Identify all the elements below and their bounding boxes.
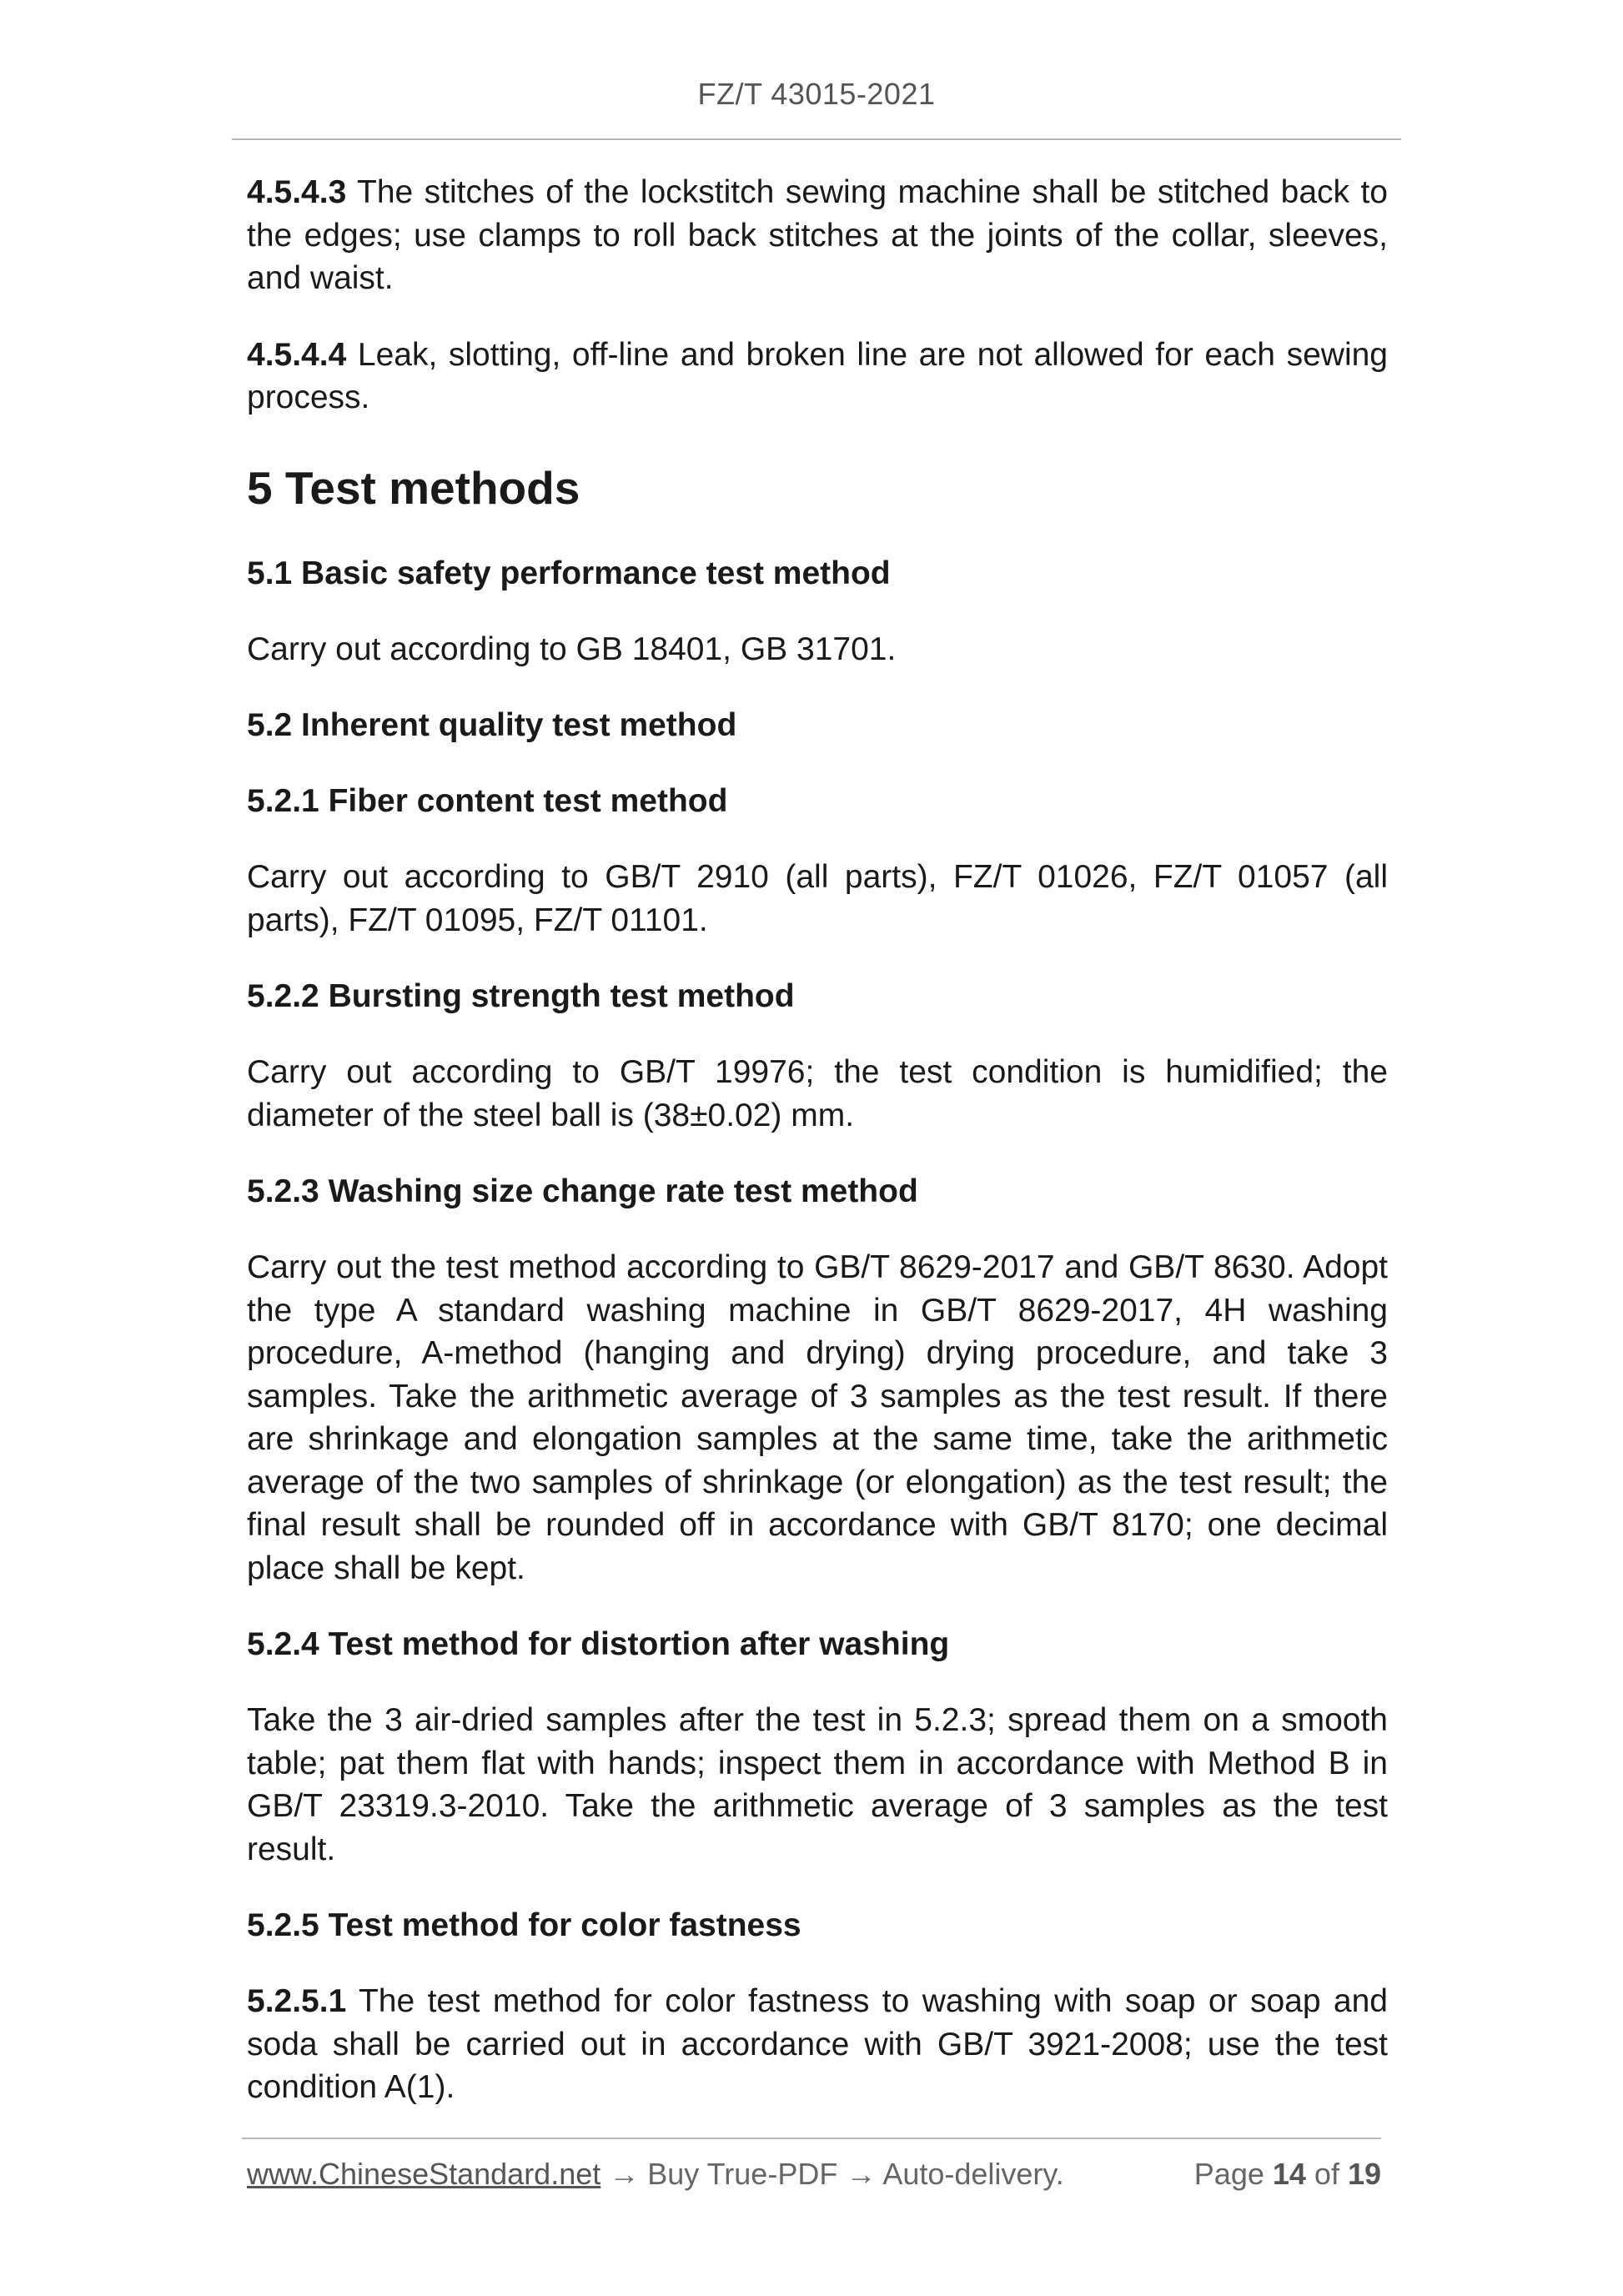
- footer-promo: [247, 2157, 1064, 2192]
- clause-number: 4.5.4.3: [247, 174, 347, 210]
- paragraph-5-2-2: Carry out according to GB/T 19976; the test condition is humidified; the diameter of the steel ball is (38±0.02) mm.: [247, 1054, 1388, 1133]
- clause-number: 4.5.4.4: [247, 336, 347, 373]
- page-footer: [247, 2157, 1381, 2192]
- clause-number: 5.2.5.1: [247, 1983, 347, 2019]
- clause-4-5-4-4: [247, 334, 1388, 420]
- website-link[interactable]: www.ChineseStandard.net: [247, 2157, 601, 2191]
- clause-4-5-4-3: [247, 171, 1388, 300]
- section-heading-5: 5 Test methods: [247, 461, 580, 514]
- page-total: 19: [1347, 2157, 1381, 2191]
- footer-divider: [242, 2138, 1381, 2139]
- heading-5-2-5: 5.2.5 Test method for color fastness: [247, 1907, 801, 1943]
- header-divider: [232, 138, 1401, 140]
- document-body: [247, 171, 1388, 2143]
- heading-5-2-2: 5.2.2 Bursting strength test method: [247, 978, 795, 1014]
- paragraph-5-1: Carry out according to GB 18401, GB 31701.: [247, 631, 897, 667]
- paragraph-5-2-3: Carry out the test method according to GB/T 8629-2017 and GB/T 8630. Adopt the type A standard washing machine in GB/T 8629-2017, 4H washing procedure, A-method (hanging and drying) drying procedure, and take 3 samples. Take the arithmetic average of 3 samples as the test result. If there are shrinkage and elongation samples at the same time, take the arithmetic average of the two samples of shrinkage (or elongation) as the test result; the final result shall be rounded off in accordance with GB/T 8170; one decimal place shall be kept.: [247, 1249, 1388, 1586]
- heading-5-1: 5.1 Basic safety performance test method: [247, 555, 891, 591]
- paragraph-5-2-1: Carry out according to GB/T 2910 (all parts), FZ/T 01026, FZ/T 01057 (all parts), FZ/T 01095, FZ/T 01101.: [247, 859, 1388, 938]
- page-label: Page: [1193, 2157, 1273, 2191]
- clause-text: The stitches of the lockstitch sewing machine shall be stitched back to the edges; use clamps to roll back stitches at the joints of the collar, sleeves, and waist.: [247, 174, 1388, 296]
- of-label: of: [1305, 2157, 1348, 2191]
- promo-text: → Buy True-PDF → Auto-delivery.: [600, 2157, 1064, 2191]
- clause-5-2-5-1: [247, 1980, 1388, 2109]
- document-id-header: FZ/T 43015-2021: [697, 77, 936, 111]
- heading-5-2: 5.2 Inherent quality test method: [247, 707, 737, 743]
- page-number: 14: [1272, 2157, 1306, 2191]
- heading-5-2-1: 5.2.1 Fiber content test method: [247, 783, 728, 819]
- clause-text: Leak, slotting, off-line and broken line are not allowed for each sewing process.: [247, 336, 1388, 415]
- clause-text: The test method for color fastness to washing with soap or soap and soda shall be carried out in accordance with GB/T 3921-2008; use the test condition A(1).: [247, 1983, 1388, 2105]
- heading-5-2-4: 5.2.4 Test method for distortion after washing: [247, 1626, 950, 1662]
- page-indicator: [1194, 2157, 1381, 2192]
- heading-5-2-3: 5.2.3 Washing size change rate test method: [247, 1173, 918, 1209]
- paragraph-5-2-4: Take the 3 air-dried samples after the test in 5.2.3; spread them on a smooth table; pat them flat with hands; inspect them in accordance with Method B in GB/T 23319.3-2010. Take the arithmetic average of 3 samples as the test result.: [247, 1702, 1388, 1867]
